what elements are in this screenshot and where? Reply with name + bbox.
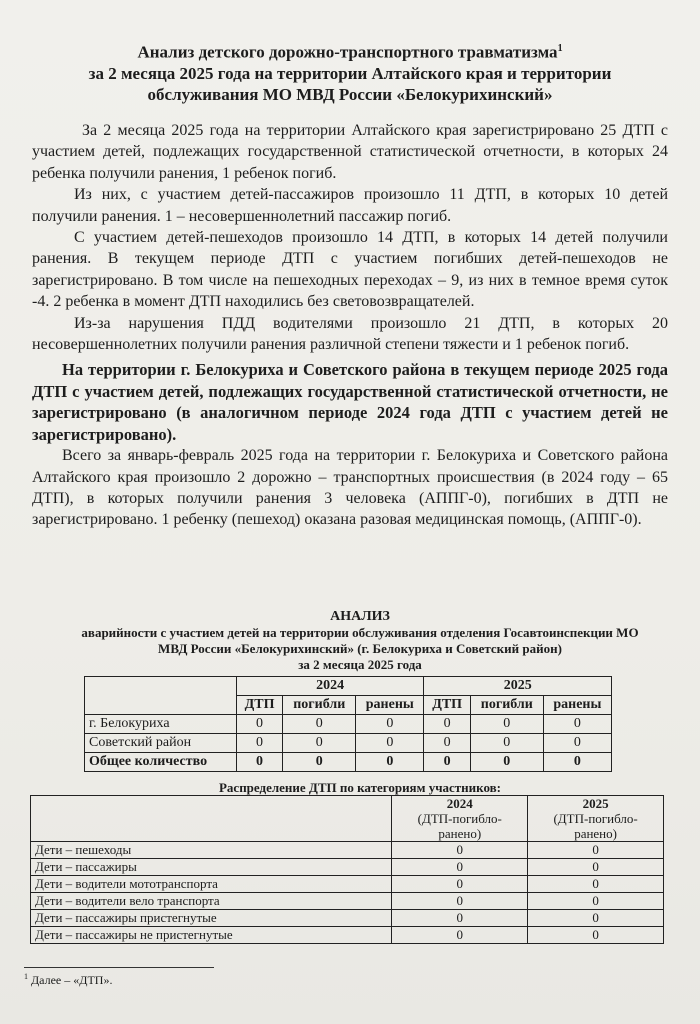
analysis-line-2: МВД России «Белокурихинский» (г. Белокуриха и Советский район): [158, 641, 562, 656]
table-row: [31, 859, 664, 876]
table-cell: 0: [236, 715, 282, 734]
paragraph-5: На территории г. Белокуриха и Советского района в текущем периоде 2025 года ДТП с участием детей, подлежащих государственной статистической отчетности, не зарегистрировано (в аналогичном периоде 2024 года ДТП с участием детей не зарегистрировано).: [32, 360, 668, 444]
col-subtitle: (ДТП-погибло-ранено): [417, 811, 502, 841]
paragraph-2: Из них, с участием детей-пассажиров произошло 11 ДТП, в которых 10 детей получили ранения. 1 – несовершеннолетний пассажир погиб.: [32, 186, 668, 225]
table-cell: 0: [392, 842, 528, 859]
col-header: ДТП: [424, 696, 470, 715]
row-label: Советский район: [85, 734, 237, 753]
footnote-divider: [24, 967, 214, 968]
col-subtitle: (ДТП-погибло-ранено): [553, 811, 638, 841]
analysis-line-3: за 2 месяца 2025 года: [298, 657, 422, 672]
analysis-heading: [60, 609, 660, 673]
col-header: ранены: [543, 696, 611, 715]
col-header: погибли: [470, 696, 543, 715]
table-row: [31, 893, 664, 910]
table-cell: 0: [356, 715, 424, 734]
year-label: 2025: [582, 796, 609, 811]
footnote-text: Далее – «ДТП».: [28, 973, 113, 987]
table-cell: 0: [470, 734, 543, 753]
title-line-1: Анализ детского дорожно-транспортного травматизма: [137, 42, 558, 62]
year-2024-header: [392, 796, 528, 842]
footnote-ref: 1: [557, 43, 563, 54]
table-cell: 0: [283, 734, 356, 753]
table-row: [31, 876, 664, 893]
categories-caption: Распределение ДТП по категориям участников:: [218, 780, 502, 795]
table-header-row: [31, 796, 664, 842]
col-header: ДТП: [236, 696, 282, 715]
paragraph-1: За 2 месяца 2025 года на территории Алтайского края зарегистрировано 25 ДТП с участием детей, подлежащих государственной статистической отчетности, в которых 24 ребенка получили ранения, 1 ребенок погиб.: [32, 122, 668, 182]
document-title: [40, 38, 660, 105]
table-cell: 0: [543, 734, 611, 753]
table-cell: 0: [424, 753, 470, 772]
footnote-mark: 1: [24, 972, 28, 981]
table-cell: 0: [356, 734, 424, 753]
table-cell: 0: [543, 715, 611, 734]
table-corner-cell: [31, 796, 392, 842]
table-row: [85, 734, 612, 753]
col-header: ранены: [356, 696, 424, 715]
table-row: [31, 842, 664, 859]
table-cell: 0: [470, 753, 543, 772]
table-cell: 0: [470, 715, 543, 734]
table-cell: 0: [283, 753, 356, 772]
table-cell: 0: [392, 893, 528, 910]
table-cell: 0: [528, 927, 664, 944]
row-label: г. Белокуриха: [85, 715, 237, 734]
row-label: Дети – пассажиры: [31, 859, 392, 876]
year-2025-header: [528, 796, 664, 842]
table-cell: 0: [543, 753, 611, 772]
table-cell: 0: [424, 734, 470, 753]
table-cell: 0: [236, 753, 282, 772]
table-cell: 0: [392, 927, 528, 944]
table-row: [31, 910, 664, 927]
row-label: Дети – водители вело транспорта: [31, 893, 392, 910]
table-cell: 0: [356, 753, 424, 772]
table-cell: 0: [528, 910, 664, 927]
table-cell: 0: [424, 715, 470, 734]
col-header: погибли: [283, 696, 356, 715]
table-cell: 0: [392, 910, 528, 927]
table-row: [85, 715, 612, 734]
title-line-2: за 2 месяца 2025 года на территории Алтайского края и территории: [88, 63, 612, 83]
row-label: Дети – водители мототранспорта: [31, 876, 392, 893]
paragraph-3: С участием детей-пешеходов произошло 14 ДТП, в которых 14 детей получили ранения. В текущем периоде ДТП с участием погибших детей-пешеходов не зарегистрировано. В том числе на пешеходных переходах – 9, из них в темное время суток -4. 2 ребенка в момент ДТП находились без световозвращателей.: [32, 229, 668, 311]
row-label: Дети – пассажиры не пристегнутые: [31, 927, 392, 944]
table-cell: 0: [392, 859, 528, 876]
table-total-row: [85, 753, 612, 772]
table-corner-cell: [85, 677, 237, 715]
categories-table: [30, 795, 664, 944]
paragraph-6: Всего за январь-февраль 2025 года на территории г. Белокуриха и Советского района Алтайского края произошло 2 дорожно – транспортных происшествия (в 2024 году – 65 ДТП), в которых получили ранения 3 человека (АППГ-0), погибших в ДТП не зарегистрировано. 1 ребенку (пешеход) оказана разовая медицинская помощь, (АППГ-0).: [32, 447, 668, 529]
table-cell: 0: [528, 876, 664, 893]
analysis-line-1: аварийности с участием детей на территории обслуживания отделения Госавтоинспекции МО: [81, 625, 639, 640]
table-cell: 0: [528, 893, 664, 910]
title-line-3: обслуживания МО МВД России «Белокурихинский»: [147, 84, 553, 104]
analysis-title: АНАЛИЗ: [330, 609, 390, 624]
year-label: 2024: [446, 796, 473, 811]
table-header-row: [85, 677, 612, 696]
footnote: [24, 972, 112, 988]
row-label: Общее количество: [85, 753, 237, 772]
row-label: Дети – пассажиры пристегнутые: [31, 910, 392, 927]
body-text: [32, 120, 668, 531]
row-label: Дети – пешеходы: [31, 842, 392, 859]
table-cell: 0: [283, 715, 356, 734]
table-cell: 0: [528, 859, 664, 876]
paragraph-4: Из-за нарушения ПДД водителями произошло 21 ДТП, в которых 20 несовершеннолетних получили ранения различной степени тяжести и 1 ребенок погиб.: [32, 314, 668, 354]
year-2025-header: 2025: [424, 677, 612, 696]
year-2024-header: 2024: [236, 677, 424, 696]
table-row: [31, 927, 664, 944]
table-cell: 0: [392, 876, 528, 893]
accident-table: [84, 676, 612, 772]
table-cell: 0: [528, 842, 664, 859]
table-cell: 0: [236, 734, 282, 753]
